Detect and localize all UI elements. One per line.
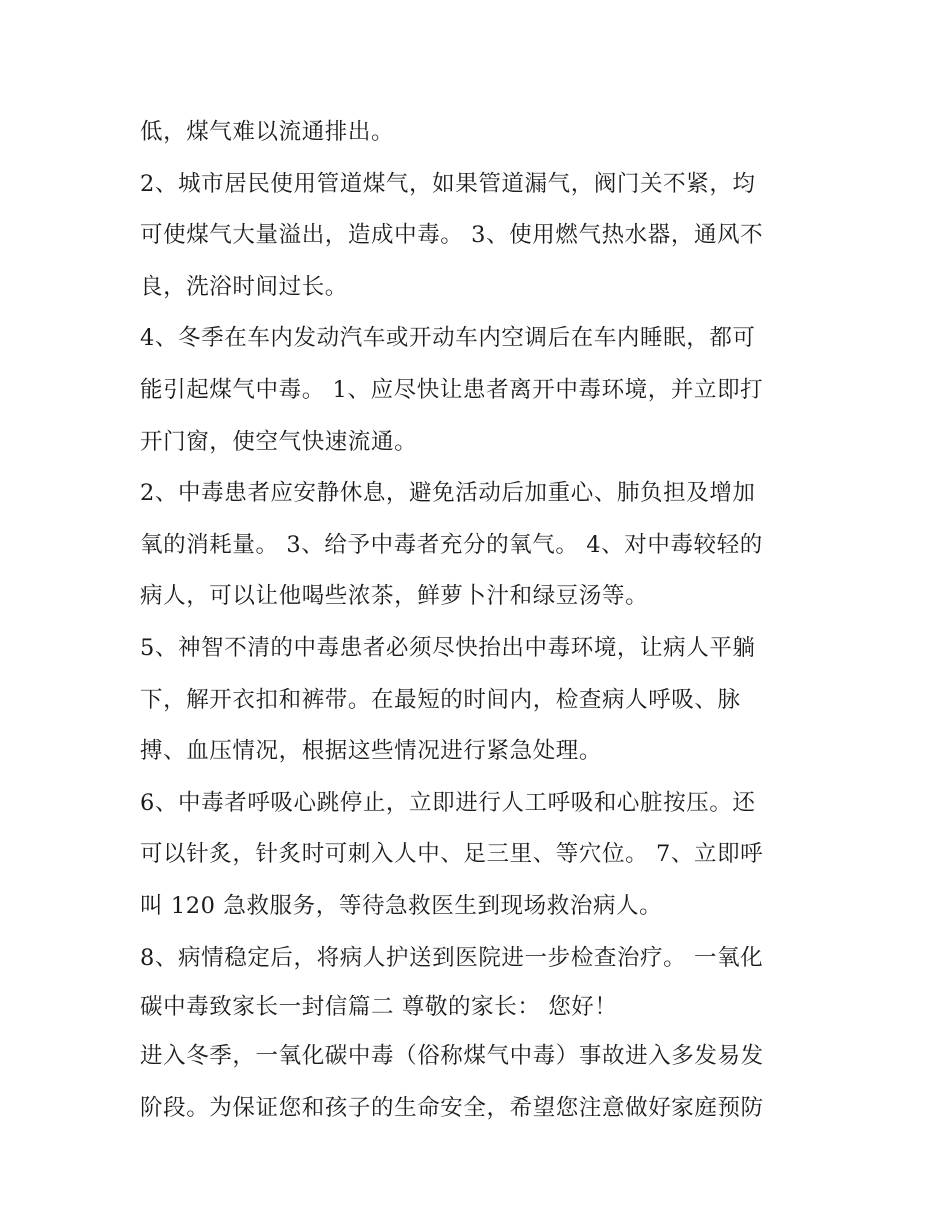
- text-line: 开门窗，使空气快速流通。: [140, 428, 418, 455]
- text-line: 可使煤气大量溢出，造成中毒。 3、使用燃气热水器，通风不: [140, 222, 764, 249]
- text-line: 低，煤气难以流通排出。: [140, 119, 395, 145]
- text-line: 叫 120 急救服务，等待急救医生到现场救治病人。: [140, 892, 663, 919]
- text-line: 可以针炙，针炙时可刺入人中、足三里、等穴位。 7、立即呼: [140, 841, 764, 868]
- text-line: 5、神智不清的中毒患者必须尽快抬出中毒环境，让病人平躺: [140, 634, 756, 661]
- text-line: 病人，可以让他喝些浓茶，鲜萝卜汁和绿豆汤等。: [140, 583, 649, 610]
- text-line: 能引起煤气中毒。 1、应尽快让患者离开中毒环境，并立即打: [140, 376, 764, 403]
- text-line: 6、中毒者呼吸心跳停止，立即进行人工呼吸和心脏按压。还: [140, 789, 756, 816]
- text-line: 4、冬季在车内发动汽车或开动车内空调后在车内睡眠，都可: [140, 325, 756, 352]
- text-line: 2、城市居民使用管道煤气，如果管道漏气，阀门关不紧，均: [140, 170, 756, 197]
- text-line: 8、病情稳定后，将病人护送到医院进一步检查治疗。 一氧化: [140, 944, 764, 971]
- text-line: 碳中毒致家长一封信篇二 尊敬的家长： 您好！: [140, 994, 618, 1021]
- text-line: 进入冬季，一氧化碳中毒（俗称煤气中毒）事故进入多发易发: [140, 1043, 764, 1070]
- text-line: 搏、血压情况，根据这些情况进行紧急处理。: [140, 738, 603, 765]
- text-line: 阶段。为保证您和孩子的生命安全，希望您注意做好家庭预防: [140, 1094, 764, 1121]
- text-line: 2、中毒患者应安静休息，避免活动后加重心、肺负担及增加: [140, 480, 756, 507]
- document-body: [140, 107, 830, 1134]
- text-line: 氧的消耗量。 3、给予中毒者充分的氧气。 4、对中毒较轻的: [140, 531, 763, 558]
- text-line: 良，洗浴时间过长。: [140, 273, 348, 300]
- text-line: 下，解开衣扣和裤带。在最短的时间内，检查病人呼吸、脉: [140, 686, 741, 713]
